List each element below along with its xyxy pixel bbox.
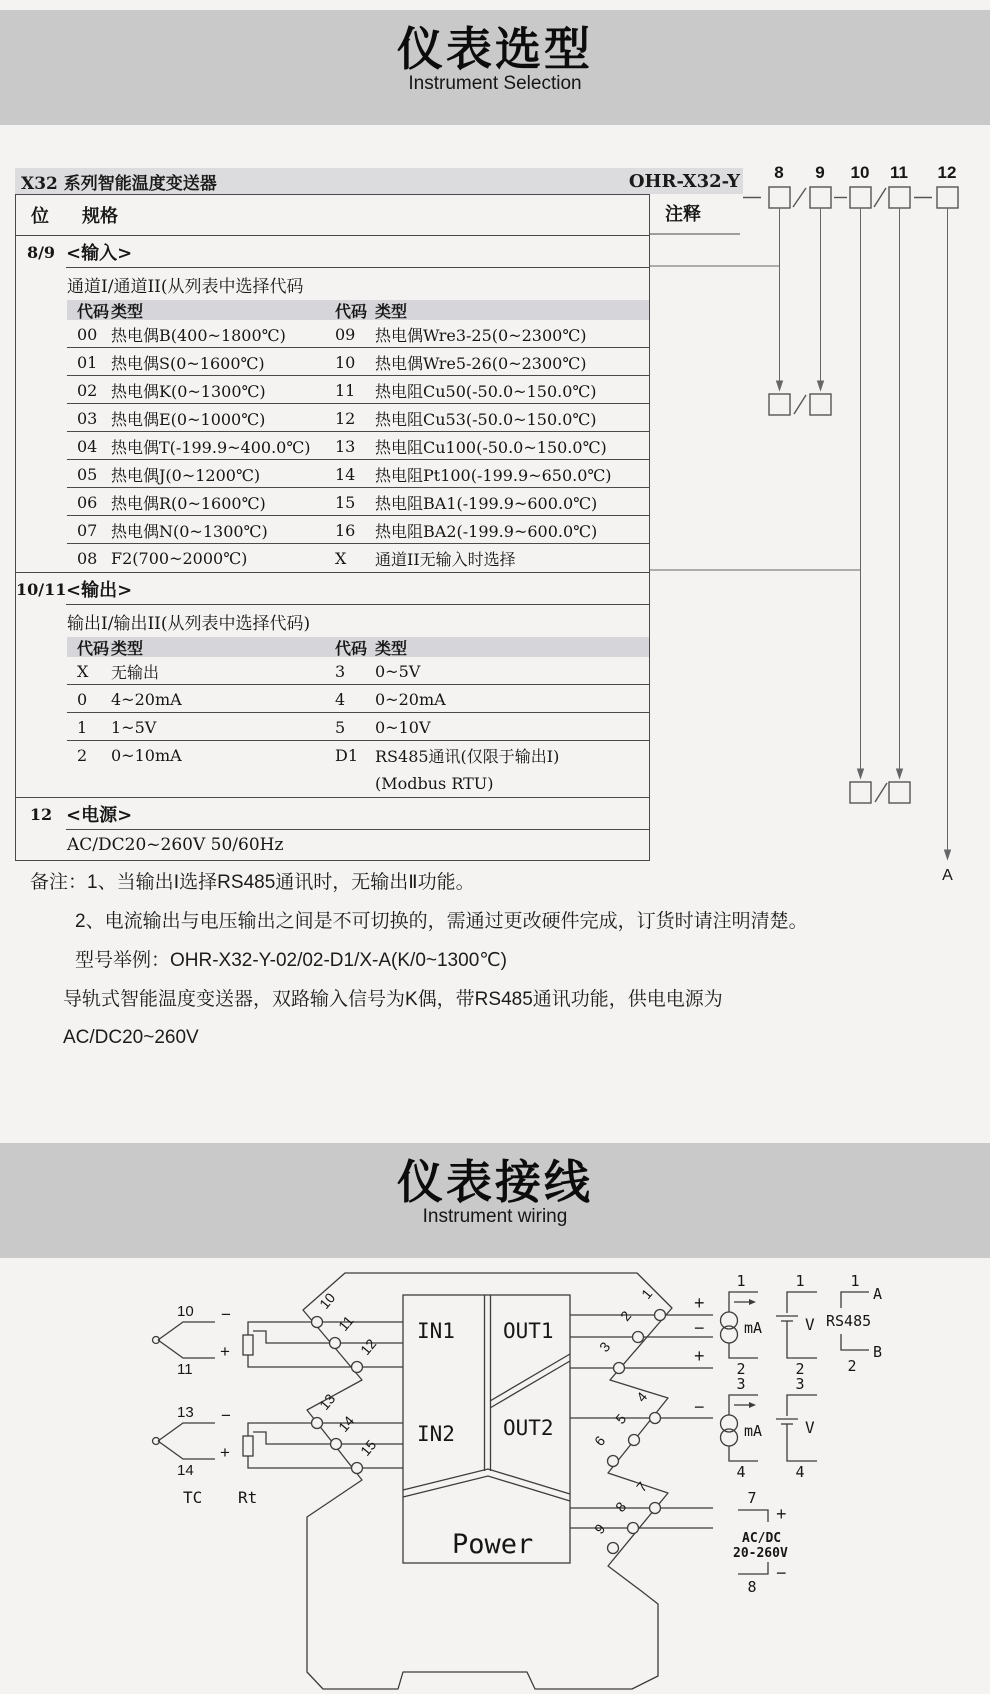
acdc-label-1: AC/DC	[742, 1531, 782, 1546]
type-cell: 热电偶R(0~1600℃)	[111, 493, 266, 513]
digit-label-10: 10	[850, 163, 870, 182]
out1-plus: +	[694, 1293, 705, 1313]
code-cell: 3	[335, 661, 346, 681]
tc1-plus: +	[220, 1342, 230, 1361]
type-cell: 热电阻Cu100(-50.0~150.0℃)	[375, 437, 607, 457]
terminal-number: 3	[596, 1338, 614, 1355]
model-prefix: OHR-X32-Y	[628, 170, 740, 192]
model-code-boxes	[743, 187, 958, 208]
meter-terminal-top: 3	[795, 1375, 805, 1393]
terminal-number: 11	[335, 1312, 357, 1334]
digit-label-9: 9	[815, 163, 825, 182]
code-cell: 12	[335, 408, 356, 428]
rs485-b-label: B	[873, 1343, 883, 1361]
tc1-terminal-11: 11	[177, 1361, 193, 1378]
power-bit: 12	[29, 804, 53, 824]
code-cell: 08	[77, 548, 98, 568]
terminal-number: 5	[612, 1410, 630, 1427]
remark-line-3: 型号举例：OHR-X32-Y-02/02-D1/X-A(K/0~1300℃)	[75, 949, 507, 971]
input-row	[67, 516, 649, 544]
type-cell: 4~20mA	[111, 689, 182, 709]
tc1-terminal-10: 10	[177, 1303, 194, 1320]
meter-terminal-bottom: 2	[795, 1360, 805, 1378]
input-row	[67, 404, 649, 432]
power-value: AC/DC20~260V 50/60Hz	[67, 835, 284, 855]
code-cell: 06	[77, 492, 98, 512]
ma-label: mA	[744, 1319, 763, 1337]
wiring-banner	[0, 1143, 990, 1258]
digit-label-12: 12	[937, 163, 957, 182]
remark-line-4: 导轨式智能温度变送器，双路输入信号为K偶，带RS485通讯功能，供电电源为	[63, 988, 723, 1010]
terminal-numbers-right	[591, 1286, 655, 1537]
terminal-number: 4	[633, 1388, 651, 1405]
code-cell: 2	[77, 745, 88, 765]
table-column-header	[16, 195, 649, 236]
output-row	[67, 713, 649, 741]
code-cell: 07	[77, 520, 98, 540]
type-cell: 热电阻Cu53(-50.0~150.0℃)	[375, 409, 597, 429]
type-cell: 0~5V	[375, 661, 421, 681]
code-cell: D1	[335, 745, 359, 765]
power-minus: −	[776, 1563, 787, 1583]
remark-line-1: 备注：1、当输出Ⅰ选择RS485通讯时，无输出Ⅱ功能。	[30, 872, 475, 893]
code-cell: 05	[77, 464, 98, 484]
code-cell: 03	[77, 408, 98, 428]
type-cell: F2(700~2000℃)	[111, 548, 248, 568]
power-terminal-7: 7	[747, 1489, 757, 1507]
type-cell: 热电偶Wre3-25(0~2300℃)	[375, 325, 587, 345]
v-meter-2	[776, 1375, 817, 1481]
rs485-terminal-bottom: 2	[847, 1357, 857, 1375]
input-row	[67, 376, 649, 404]
type-cell: 热电阻BA1(-199.9~600.0℃)	[375, 493, 598, 513]
out2-minus: −	[694, 1397, 705, 1417]
input-subheading: 通道I/通道II(从列表中选择代码	[67, 276, 304, 297]
out1-minus: −	[694, 1318, 705, 1338]
type-cell: 0~20mA	[375, 689, 446, 709]
input-row	[67, 460, 649, 488]
code-cell: 15	[335, 492, 356, 512]
code-cell: X	[335, 548, 347, 568]
code-col-label: 代码	[77, 638, 110, 658]
tc2-plus: +	[220, 1443, 230, 1462]
sensor-labels	[177, 1303, 257, 1507]
wiring-banner-title: 仪表接线	[397, 1156, 593, 1208]
type-cell: 热电偶N(0~1300℃)	[111, 521, 268, 541]
terminal-number: 8	[612, 1498, 630, 1515]
remark-line-5: AC/DC20~260V	[63, 1027, 199, 1049]
selection-table	[15, 194, 650, 861]
input-row	[67, 544, 649, 572]
type-cell: 热电偶S(0~1600℃)	[111, 353, 265, 373]
rt-label: Rt	[238, 1488, 258, 1507]
code-cell: 04	[77, 436, 98, 456]
terminal-number: 12	[357, 1335, 380, 1358]
out1-label: OUT1	[503, 1319, 554, 1343]
meter-terminal-top: 3	[736, 1375, 746, 1393]
wiring-banner-subtitle: Instrument wiring	[422, 1205, 568, 1227]
type-cell: RS485通讯(仅限于输出Ⅰ)	[375, 746, 560, 766]
power-supply-symbol	[733, 1489, 788, 1596]
col-bit-label: 位	[31, 206, 49, 227]
ma-meter-1	[721, 1272, 763, 1378]
terminal-number: 9	[591, 1520, 609, 1537]
input-row	[67, 488, 649, 516]
input-row	[67, 348, 649, 376]
type-cell: 热电偶J(0~1200℃)	[111, 465, 261, 485]
type-cell: 0~10mA	[111, 745, 182, 765]
selection-banner-title: 仪表选型	[397, 23, 593, 75]
code-cell: 09	[335, 324, 356, 344]
rs485-connector	[826, 1272, 882, 1375]
type-cell: 1~5V	[111, 717, 157, 737]
code-cell: 10	[335, 352, 356, 372]
type-cell: 热电偶B(400~1800℃)	[111, 325, 286, 345]
output-polarity-labels	[694, 1293, 705, 1417]
col-spec-label: 规格	[82, 206, 118, 227]
output-bit: 10/11	[16, 579, 67, 599]
series-title: X32 系列智能温度变送器	[21, 173, 217, 194]
type-cell: 通道II无输入时选择	[375, 549, 516, 569]
output-section-heading	[16, 573, 649, 605]
tc1-minus: −	[221, 1305, 231, 1324]
code-cell: 00	[77, 324, 98, 344]
remark-line-2: 2、电流输出与电压输出之间是不可切换的，需通过更改硬件完成，订货时请注明清楚。	[75, 910, 808, 932]
in1-label: IN1	[417, 1319, 455, 1343]
input-row	[67, 432, 649, 460]
selection-banner	[0, 10, 990, 125]
code-col-label: 代码	[335, 301, 368, 321]
model-header-band	[15, 168, 743, 194]
terminal-number: 6	[591, 1432, 609, 1449]
terminal-number: 10	[316, 1289, 339, 1312]
type-cell: 热电偶E(0~1000℃)	[111, 409, 266, 429]
output-wiring	[570, 1315, 713, 1528]
meter-terminal-top: 1	[795, 1272, 805, 1290]
selection-box-pairs	[769, 394, 910, 803]
remarks	[30, 872, 975, 1066]
v-label: V	[805, 1418, 815, 1437]
power-plus: +	[776, 1504, 787, 1524]
output-row	[67, 769, 649, 797]
rs485-a-label: A	[873, 1285, 883, 1303]
selection-banner-subtitle: Instrument Selection	[408, 72, 582, 94]
ma-label: mA	[744, 1422, 763, 1440]
acdc-label-2: 20-260V	[733, 1546, 788, 1561]
terminal-number: 2	[617, 1307, 635, 1324]
power-heading: <电源>	[66, 805, 133, 826]
code-cell: 4	[335, 689, 346, 709]
type-col-label: 类型	[111, 638, 144, 658]
output-row	[67, 657, 649, 685]
code-cell: X	[77, 661, 89, 681]
type-col-label: 类型	[375, 301, 408, 321]
terminal-number: 1	[638, 1285, 656, 1302]
terminal-number: 7	[633, 1478, 651, 1495]
drop-lines	[650, 208, 951, 859]
tc2-minus: −	[221, 1406, 231, 1425]
meter-terminal-bottom: 2	[736, 1360, 746, 1378]
type-col-label: 类型	[111, 301, 144, 321]
out2-plus: +	[694, 1346, 705, 1366]
din-module-outline	[303, 1273, 672, 1689]
digit-label-8: 8	[774, 163, 784, 182]
code-cell: 14	[335, 464, 356, 484]
v-meter-1	[776, 1272, 817, 1378]
power-label: Power	[452, 1529, 534, 1560]
terminal-number: 13	[316, 1390, 339, 1413]
type-cell: 热电阻Cu50(-50.0~150.0℃)	[375, 381, 597, 401]
col-note-label: 注释	[665, 204, 701, 225]
tc2-terminal-13: 13	[177, 1404, 194, 1421]
output-row	[67, 685, 649, 713]
code-col-label: 代码	[335, 638, 368, 658]
input-row	[67, 320, 649, 348]
input-section-heading	[16, 236, 649, 268]
input-bit: 8/9	[26, 242, 56, 262]
type-col-label: 类型	[375, 638, 408, 658]
output-subheading: 输出I/输出II(从列表中选择代码)	[67, 613, 311, 634]
ma-meter-2	[721, 1375, 763, 1481]
meter-terminal-top: 1	[736, 1272, 746, 1290]
code-cell: 16	[335, 520, 356, 540]
wiring-diagram	[0, 1258, 990, 1694]
code-cell: 01	[77, 352, 98, 372]
v-label: V	[805, 1315, 815, 1334]
code-cell: 5	[335, 717, 346, 737]
type-cell: 0~10V	[375, 717, 431, 737]
rs485-terminal-top: 1	[850, 1272, 860, 1290]
tc2-terminal-14: 14	[177, 1462, 194, 1479]
out2-label: OUT2	[503, 1416, 554, 1440]
type-cell: 热电偶T(-199.9~400.0℃)	[111, 437, 311, 457]
digit-label-11: 11	[890, 163, 908, 182]
output-row	[67, 741, 649, 769]
type-cell: 热电阻BA2(-199.9~600.0℃)	[375, 521, 598, 541]
meter-terminal-bottom: 4	[736, 1463, 746, 1481]
type-cell: 热电阻Pt100(-199.9~650.0℃)	[375, 465, 612, 485]
power-code-a-label: A	[942, 867, 953, 884]
type-cell: 热电偶K(0~1300℃)	[111, 381, 266, 401]
rs485-label: RS485	[826, 1312, 872, 1330]
code-cell: 02	[77, 380, 98, 400]
power-terminal-8: 8	[747, 1578, 757, 1596]
code-col-label: 代码	[77, 301, 110, 321]
code-cell: 1	[77, 717, 88, 737]
code-cell: 13	[335, 436, 356, 456]
type-cell: 无输出	[111, 662, 160, 682]
type-cell: (Modbus RTU)	[375, 773, 494, 793]
in2-label: IN2	[417, 1422, 455, 1446]
input-heading: <输入>	[66, 243, 133, 264]
meter-terminal-bottom: 4	[795, 1463, 805, 1481]
terminal-number: 14	[335, 1412, 358, 1435]
code-cell: 0	[77, 689, 88, 709]
terminal-number: 15	[357, 1436, 380, 1459]
input-code-header	[67, 300, 649, 320]
output-code-header	[67, 637, 649, 657]
type-cell: 热电偶Wre5-26(0~2300℃)	[375, 353, 587, 373]
code-cell: 11	[335, 380, 356, 400]
tc-label: TC	[183, 1488, 203, 1507]
model-code-diagram	[640, 140, 990, 920]
output-heading: <输出>	[66, 580, 133, 601]
power-section-heading	[16, 798, 649, 830]
